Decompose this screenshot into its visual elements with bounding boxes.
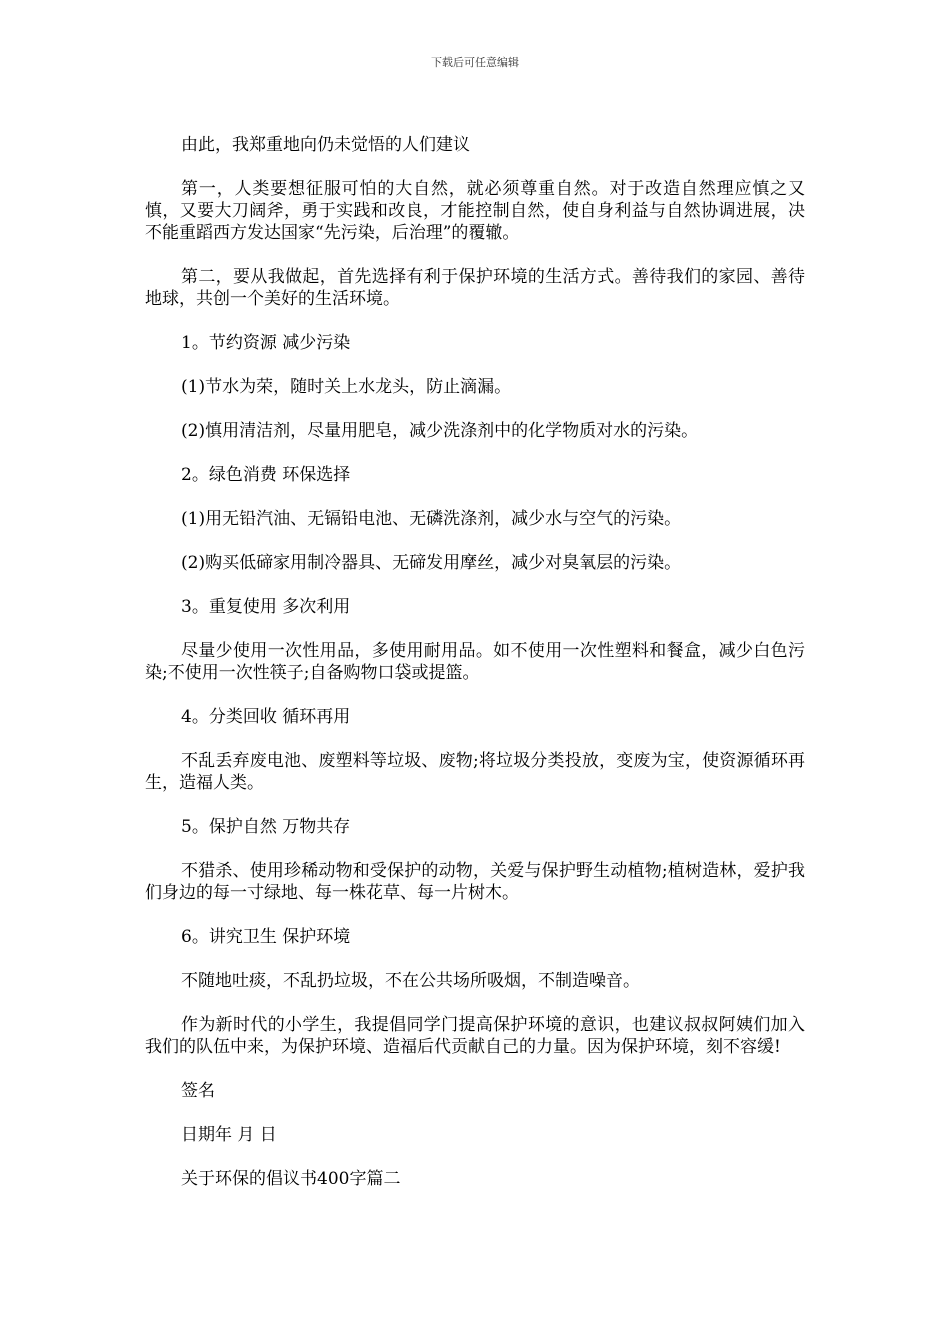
section-heading-1: 1。节约资源 减少污染 [181, 333, 351, 353]
paragraph-closing: 作为新时代的小学生，我提倡同学门提高保护环境的意识，也建议叔叔阿姨们加入我们的队伍中来，为保护环境、造福后代贡献自己的力量。因为保护环境，刻不容缓! [145, 1015, 805, 1057]
list-item: (2)慎用清洁剂，尽量用肥皂，减少洗涤剂中的化学物质对水的污染。 [181, 421, 699, 441]
section-heading-2: 2。绿色消费 环保选择 [181, 465, 351, 485]
list-item: (1)用无铅汽油、无镉铅电池、无磷洗涤剂，减少水与空气的污染。 [181, 509, 682, 529]
paragraph: 不随地吐痰，不乱扔垃圾，不在公共场所吸烟，不制造噪音。 [181, 971, 640, 991]
section-heading-6: 6。讲究卫生 保护环境 [181, 927, 351, 947]
paragraph-intro: 由此，我郑重地向仍未觉悟的人们建议 [181, 135, 470, 155]
section-heading-3: 3。重复使用 多次利用 [181, 597, 351, 617]
paragraph: 不猎杀、使用珍稀动物和受保护的动物，关爱与保护野生动植物;植树造林，爱护我们身边的每一寸绿地、每一株花草、每一片树木。 [145, 861, 805, 903]
paragraph-second: 第二，要从我做起，首先选择有利于保护环境的生活方式。善待我们的家园、善待地球，共创一个美好的生活环境。 [145, 267, 805, 309]
date-label: 日期年 月 日 [181, 1125, 277, 1145]
paragraph: 尽量少使用一次性用品，多使用耐用品。如不使用一次性塑料和餐盒，减少白色污染;不使用一次性筷子;自备购物口袋或提篮。 [145, 641, 805, 683]
list-item: (1)节水为荣，随时关上水龙头，防止滴漏。 [181, 377, 512, 397]
paragraph: 不乱丢弃废电池、废塑料等垃圾、废物;将垃圾分类投放，变废为宝，使资源循环再生，造福人类。 [145, 751, 805, 793]
list-item: (2)购买低碲家用制冷器具、无碲发用摩丝，减少对臭氧层的污染。 [181, 553, 682, 573]
section-heading-5: 5。保护自然 万物共存 [181, 817, 351, 837]
paragraph-first: 第一，人类要想征服可怕的大自然，就必须尊重自然。对于改造自然理应慎之又慎，又要大刀阔斧，勇于实践和改良，才能控制自然，使自身利益与自然协调进展，决不能重蹈西方发达国家“先污染，后治理”的覆辙。 [145, 179, 805, 243]
next-section-title: 关于环保的倡议书400字篇二 [181, 1169, 401, 1189]
signature-label: 签名 [181, 1081, 215, 1101]
section-heading-4: 4。分类回收 循环再用 [181, 707, 351, 727]
document-body [145, 134, 805, 1212]
page-header: 下载后可任意编辑 [431, 56, 519, 69]
